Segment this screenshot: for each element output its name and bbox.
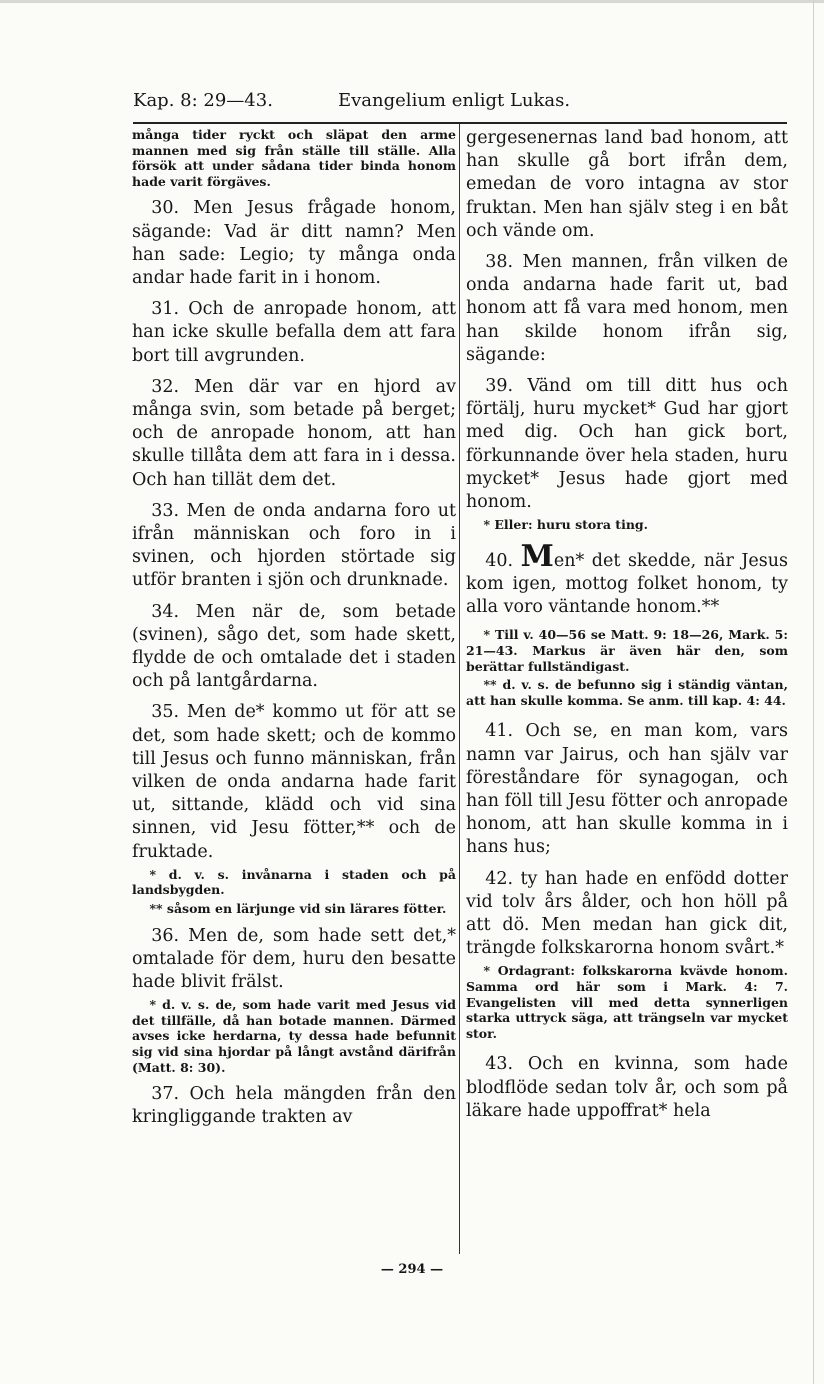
footnote-40b: ** d. v. s. de befunno sig i ständig väntan, att han skulle komma. Se anm. till kap. 4: 44. — [466, 677, 788, 708]
verse-39: 39. Vänd om till ditt hus och förtälj, huru mycket* Gud har gjort med dig. Och han gick bort, förkunnande över hela staden, huru mycket* Jesus hade gjort med honom. — [466, 376, 788, 513]
verse-30: 30. Men Jesus frågade honom, sägande: Vad är ditt namn? Men han sade: Legio; ty många onda andar hade farit in i honom. — [132, 198, 456, 288]
scan-edge-top — [0, 0, 824, 3]
verse-40-number: 40. — [485, 550, 514, 571]
verse-38: 38. Men mannen, från vilken de onda andarna hade farit ut, bad honom att få vara med honom, men han skilde honom ifrån sig, sägande: — [466, 252, 788, 365]
chapter-reference: Kap. 8: 29—43. — [133, 90, 273, 111]
footnote-continuation: många tider ryckt och släpat den arme mannen med sig från ställe till ställe. Alla försök att under sådana tider binda honom hade varit förgäves. — [132, 127, 456, 189]
verse-35: 35. Men de* kommo ut för att se det, som hade skett; och de kommo till Jesus och funno människan, från vilken de onda andarna hade farit ut, sittande, klädd och vid sina sinnen, vid Jesu fötter,** och de fruktade. — [132, 702, 456, 862]
verse-31: 31. Och de anropade honom, att han icke skulle befalla dem att fara bort till avgrunden. — [132, 299, 456, 366]
verse-36: 36. Men de, som hade sett det,* omtalade för dem, huru den besatte hade blivit frälst. — [132, 925, 456, 993]
verse-43: 43. Och en kvinna, som hade blodflöde sedan tolv år, och som på läkare hade uppoffrat* hela — [466, 1054, 788, 1121]
scan-edge-right — [813, 0, 814, 1384]
footnote-35b: ** såsom en lärjunge vid sin lärares fötter. — [149, 901, 447, 917]
verse-42: 42. ty han hade en enfödd dotter vid tolv års ålder, och hon höll på att dö. Men medan han gick dit, trängde folkskarorna honom svårt.* — [466, 868, 788, 959]
footnote-40a: * Till v. 40—56 se Matt. 9: 18—26, Mark. 5: 21—43. Markus är även här den, som berättar fullständigast. — [466, 627, 788, 674]
header-rule — [133, 122, 787, 124]
footnote-36: * d. v. s. de, som hade varit med Jesus vid det tillfälle, då han botade mannen. Därmed avses icke herdarna, ty dessa hade befunnit sig vid sina hjordar på långt avstånd därifrån (Matt. 8: 30). — [132, 997, 456, 1075]
verse-33: 33. Men de onda andarna foro ut ifrån människan och foro in i svinen, och hjorden störtade sig utför branten i sjön och drunknade. — [132, 500, 456, 591]
footnote-39: * Eller: huru stora ting. — [483, 517, 649, 533]
verse-40-text: en* det skedde, när Jesus kom igen, mottog folket honom, ty alla voro väntande honom.** — [466, 550, 788, 618]
verse-37: 37. Och hela mängden från den kringliggande trakten av — [132, 1084, 456, 1128]
verse-40 — [466, 538, 788, 620]
page-number: — 294 — — [380, 1262, 444, 1277]
right-column — [466, 127, 788, 1123]
verse-37-continued: gergesenernas land bad honom, att han skulle gå bort ifrån dem, emedan de voro intagna av stor fruktan. Men han själv steg i en båt och vände om. — [466, 128, 788, 241]
book-title: Evangelium enligt Lukas. — [338, 90, 571, 111]
left-column — [132, 127, 456, 1130]
verse-32: 32. Men där var en hjord av många svin, som betade på berget; och de anropade honom, att han skulle tillåta dem att fara in i dessa. Och han tillät dem det. — [132, 376, 456, 490]
footnote-42: * Ordagrant: folkskarorna kvävde honom. Samma ord här som i Mark. 4: 7. Evangelisten vill med detta synnerligen starka uttryck säga, att trängseln var mycket stor. — [466, 963, 788, 1041]
column-divider — [459, 124, 460, 1254]
verse-34: 34. Men när de, som betade (svinen), sågo det, som hade skett, flydde de och omtalade det i staden och på lantgårdarna. — [132, 601, 456, 692]
footnote-35a: * d. v. s. invånarna i staden och på landsbygden. — [132, 866, 456, 898]
verse-41: 41. Och se, en man kom, vars namn var Jairus, och han själv var föreståndare för synagogan, och han föll till Jesu fötter och anropade honom, att han skulle komma in i hans hus; — [466, 721, 788, 858]
section-initial: M — [520, 538, 554, 574]
